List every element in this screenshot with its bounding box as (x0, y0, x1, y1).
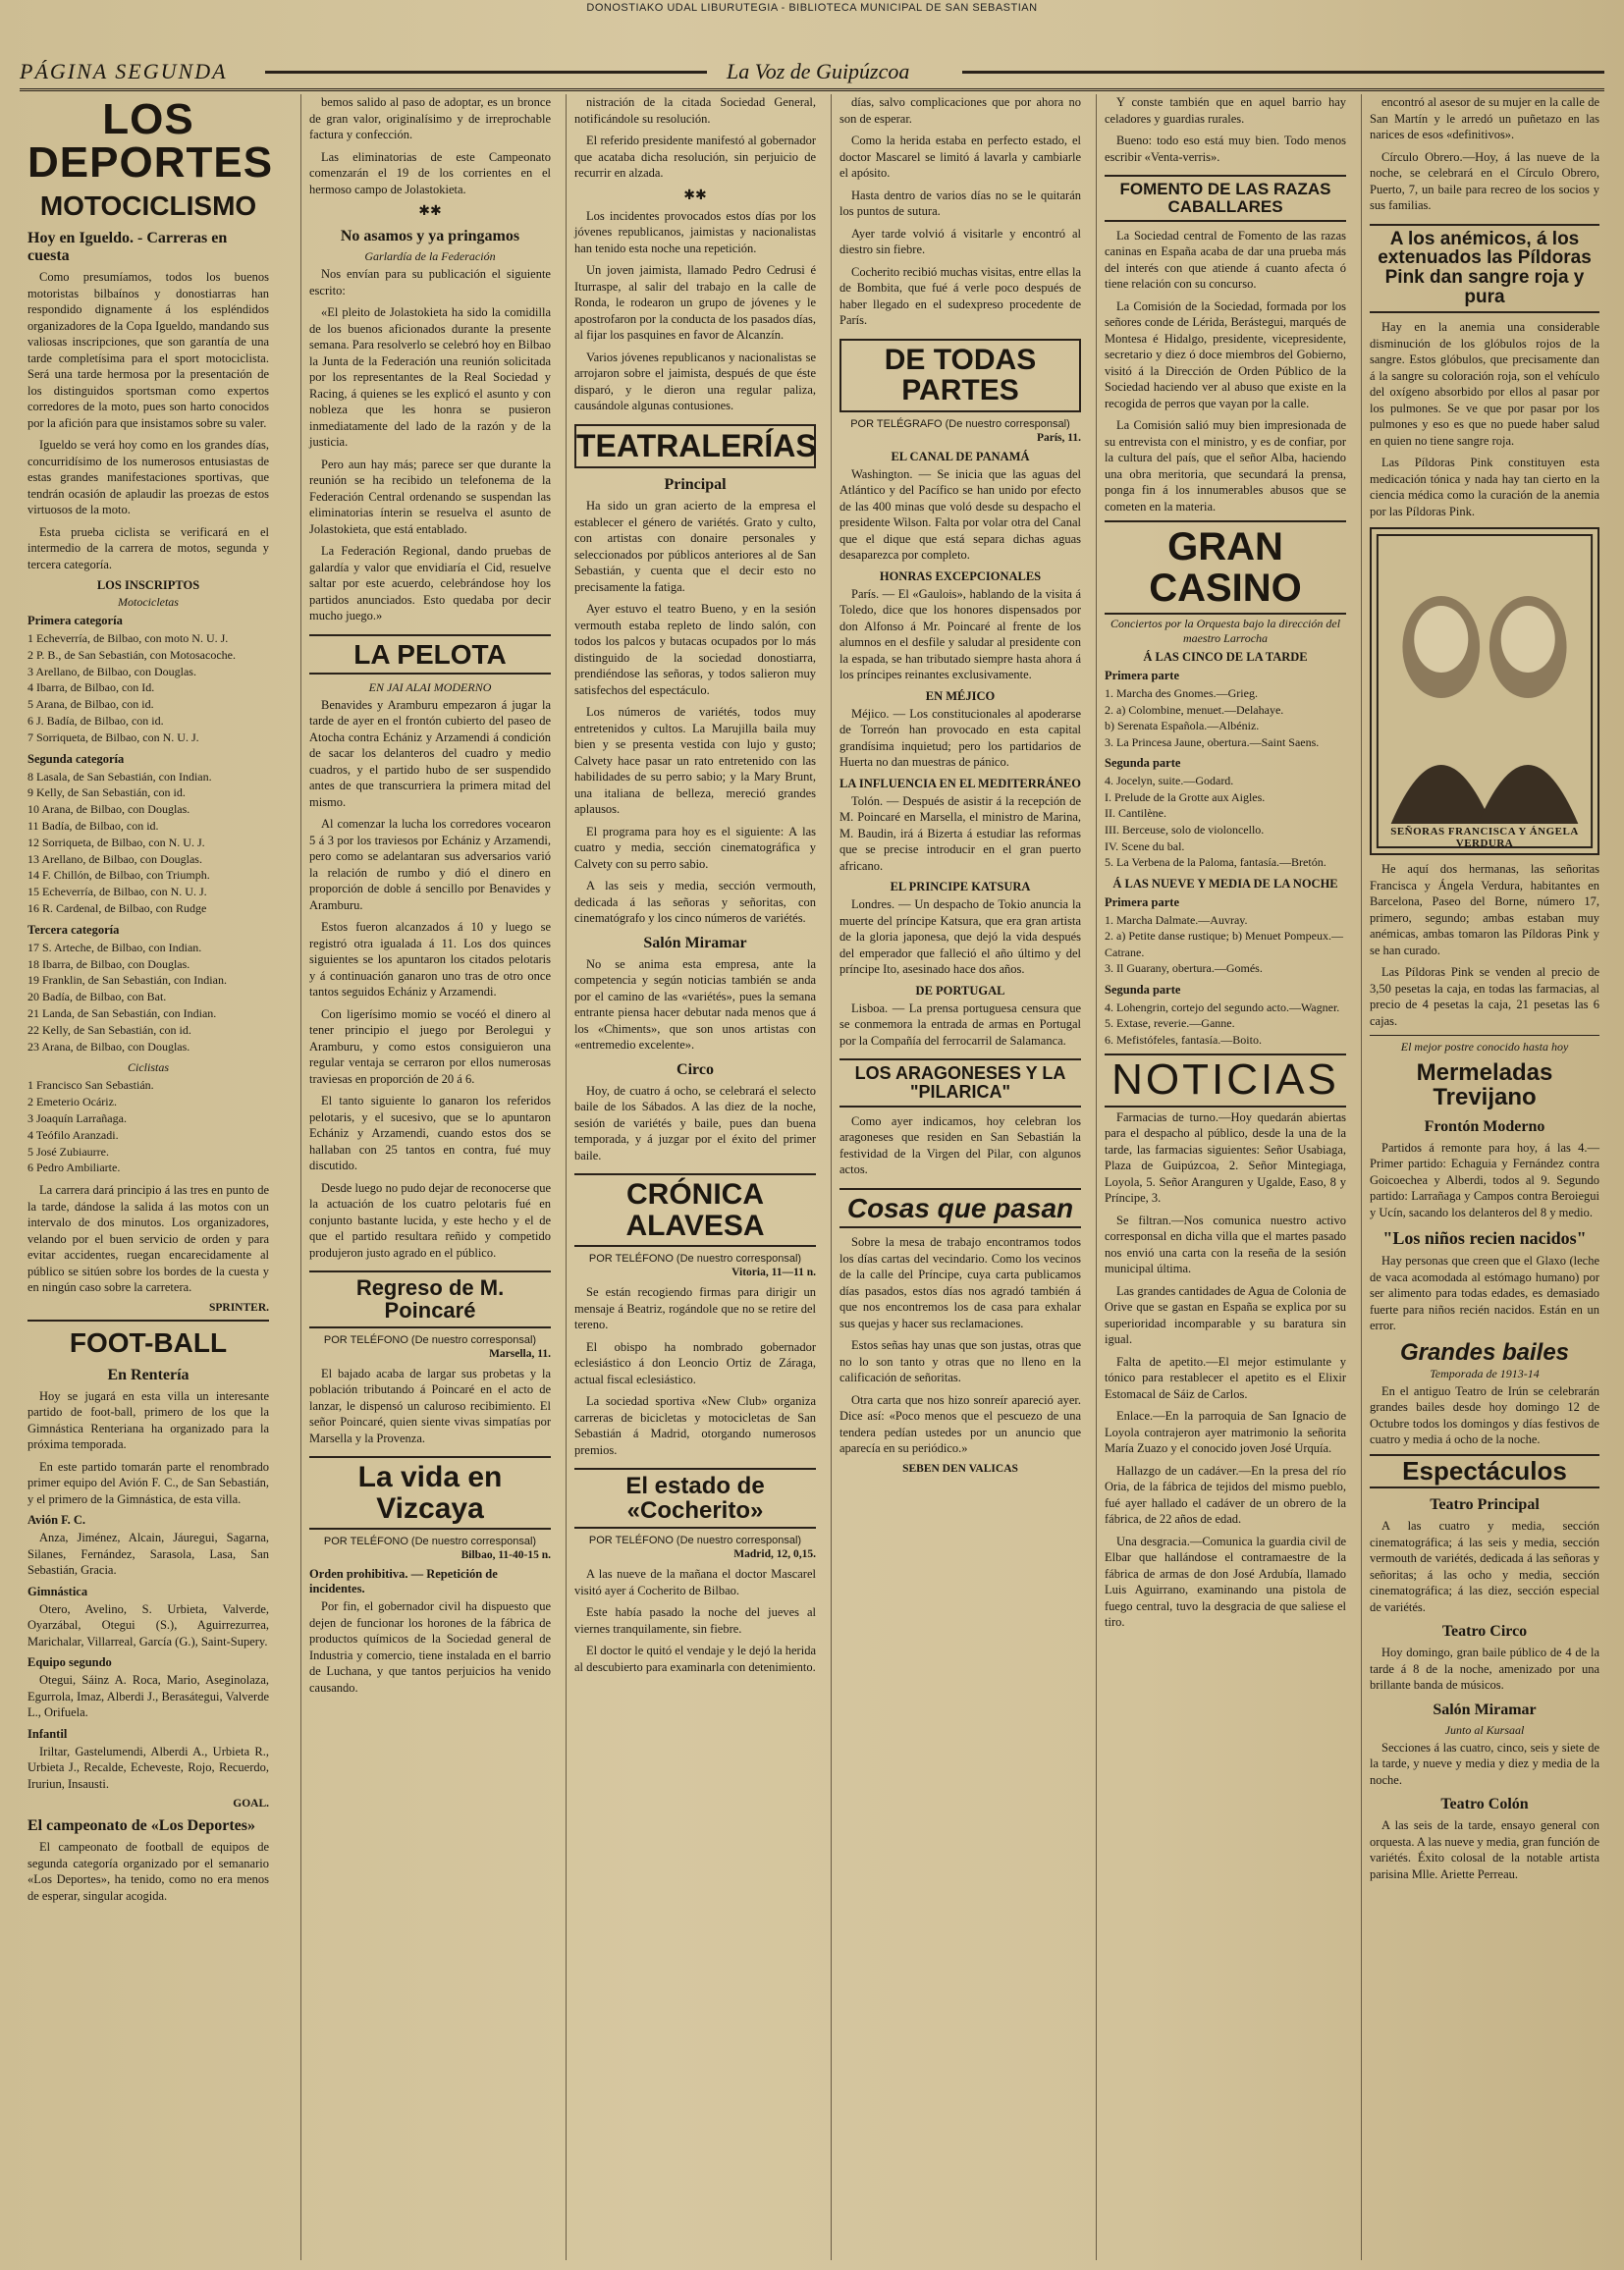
paragraph: Varios jóvenes republicanos y nacionalistas se arrojaron sobre el jaimista, después de que éste disparó, y le dieron una regular paliza, causándole algunas contusiones. (574, 350, 816, 412)
subheading: Segunda parte (1105, 756, 1181, 771)
list-item: 2. a) Petite danse rustique; b) Menuet Pompeux.—Catrane. (1105, 929, 1343, 959)
heading-pelota: LA PELOTA (309, 634, 551, 675)
masthead (20, 55, 1604, 91)
list-item: 1. Marcha Dalmate.—Auvray. (1105, 912, 1248, 927)
paragraph: Las Píldoras Pink se venden al precio de 3,50 pesetas la caja, en todas las farmacias, al precio de 4 pesetas la caja, 21 pesetas las 6 cajas. (1370, 965, 1599, 1028)
subheading-cat1: Primera categoría (27, 614, 123, 627)
paragraph: Enlace.—En la parroquia de San Ignacio de Loyola contrajeron ayer matrimonio la señorita María Zuazo y el conocido joven José Urquía. (1105, 1409, 1346, 1456)
wire-byline: POR TELÉFONO (De nuestro corresponsal) (323, 1536, 537, 1548)
paragraph: El programa para hoy es el siguiente: A las cuatro y media, sección cinematográfica y Calvety con su perro sabio. (574, 824, 816, 871)
paragraph: El tanto siguiente lo ganaron los referidos pelotaris, y el sucesivo, que se lo apuntaron Echániz y Arzamendi, cuando estos dos se hallaban con 25 tantos en contra, fué muy discutido. (309, 1094, 551, 1173)
paragraph: nistración de la citada Sociedad General, notificándole su resolución. (574, 95, 816, 126)
paragraph: Otra carta que nos hizo sonreír apareció ayer. Dice así: «Poco menos que el pescuezo de una tendera pedían ustedes por un anuncio que aparecía en su periódico.» (839, 1392, 1081, 1456)
subheading: EN MÉJICO (925, 688, 996, 703)
paragraph: Los números de variétés, todos muy entretenidos y cultos. La Marujilla baila muy bien y se presenta vestida con lujo y gusto; Calvety hace pasar un rato entretenido con las habilidades de su perro sabio; y la Mary Brunt, una italiana de belleza, mereció grandes aplausos. (574, 705, 816, 817)
list-item: IV. Scene du bal. (1105, 838, 1185, 853)
paragraph: A las seis y media, sección vermouth, dedicada á las señoras y señoritas, con cinematógrafo y los cinco números de variétés. (574, 879, 816, 926)
paragraph: Secciones á las cuatro, cinco, seis y siete de la tarde, y nueve y media y diez y media de la noche. (1370, 1740, 1599, 1787)
paragraph: La Comisión salió muy bien impresionada de su entrevista con el ministro, y es de confiar, por la cultura del país, que el señor Alba, haciendo una obra meritoria, que secundará la prensa, ponga fin á los innumerables abusos que se cometen en la materia. (1105, 418, 1346, 513)
column-2 (300, 94, 559, 2260)
subheading: HONRAS EXCEPCIONALES (879, 568, 1042, 583)
list-item: 10 Arana, de Bilbao, con Douglas. (27, 802, 190, 817)
team-lineup: Otero, Avelino, S. Urbieta, Valverde, Oyarzábal, Otegui (S.), Aguirrezurrea, Marichalar, Villarreal, García (G.), Saint-Supery. (27, 1601, 269, 1648)
paragraph: Al comenzar la lucha los corredores vocearon 5 á 3 por los traviesos por Echániz y Arzamendi, pero como se adelantaran sus adversarios varió la relación de rumbo y dió el dinero en proporción de doble á sencillo por Benavides y Aramburu. (309, 817, 551, 912)
paragraph: Como ayer indicamos, hoy celebran los aragoneses que residen en San Sebastián la festividad de la Virgen del Pilar, con algunos actos. (839, 1113, 1081, 1177)
list-item: 6. Mefistófeles, fantasía.—Boito. (1105, 1032, 1262, 1047)
dateline: Marsella, 11. (489, 1347, 551, 1360)
paragraph: El doctor le quitó el vendaje y le dejó la herida al descubierto para examinarla con detenimiento. (574, 1644, 816, 1674)
paragraph: Pero aun hay más; parece ser que durante la reunión se ha recibido un telefonema de la Federación Central ordenando se suspendan las eliminatorias ínterin se resuelva el asunto de Jolastokieta, que está entablado. (309, 457, 551, 536)
list-item: 4. Jocelyn, suite.—Godard. (1105, 774, 1234, 788)
heading-cronica-alavesa: CRÓNICA ALAVESA (574, 1173, 816, 1247)
team-name: Avión F. C. (27, 1513, 86, 1528)
list-item: 17 S. Arteche, de Bilbao, con Indian. (27, 940, 202, 954)
paragraph: Como la herida estaba en perfecto estado, el doctor Mascarel se limitó á lavarla y cambiarle el apósito. (839, 134, 1081, 180)
list-item: 4 Ibarra, de Bilbao, con Id. (27, 680, 155, 695)
subheading: Primera parte (1105, 669, 1180, 683)
paragraph: Con ligerísimo momio se vocéó el dinero al tener principio el juego por Berolegui y Aramburu, y como estos consiguieron una regular ventaja se cerraron por ellos numerosas traviesas en proporción de 20 á 6. (309, 1006, 551, 1086)
paragraph: Hay personas que creen que el Glaxo (leche de vaca acomodada al estómago humano) por ser alimento para todas edades, es demasiado fuerte para niños recién nacidos. Están en un error. (1370, 1254, 1599, 1333)
paragraph: Sobre la mesa de trabajo encontramos todos los días cartas del vecindario. Como los vecinos de la calle del Príncipe, cuya carta publicamos días pasados, estos días nos agradó también á que nos encontremos los de casa para exhalar sus quejas y hacer sus reclamaciones. (839, 1235, 1081, 1330)
subheading-motocicletas: Motocicletas (118, 595, 179, 609)
paragraph: Un joven jaimista, llamado Pedro Cedrusi é Iturraspe, al salir del trabajo en la calle de Ronda, le rodearon un grupo de jóvenes y le apostrofaron por la conducta de los pasados días, al fijar los pasquines en favor de Alcanzín. (574, 263, 816, 342)
list-cat1 (27, 630, 269, 746)
heading-grandes-bailes: Grandes bailes (1399, 1338, 1570, 1366)
paragraph: Las eliminatorias de este Campeonato comenzarán el 19 de los corrientes en el hermoso campo de Jolastokieta. (309, 149, 551, 196)
subheading: EL PRINCIPE KATSURA (890, 880, 1031, 893)
paragraph: Hoy domingo, gran baile público de 4 de la tarde á 8 de la noche, amenizado por una brillante banda de músicos. (1370, 1646, 1599, 1693)
team-name: Infantil (27, 1726, 68, 1741)
paragraph: Farmacias de turno.—Hoy quedarán abiertas para el despacho al público, desde la una de la tarde, las farmacias siguientes: Señor Usabiaga, Plaza de Guipúzcoa, 2. Señor Mintegiaga, Loyola, 5. Señor Aranguren y Ugalde, Easo, 8 y Príncipe, 3. (1105, 1109, 1346, 1206)
wire-byline: POR TELÉFONO (De nuestro corresponsal) (588, 1535, 802, 1547)
paragraph: Círculo Obrero.—Hoy, á las nueve de la noche, se celebrará en el Círculo Obrero, Puerto, 7, un baile para recreo de los socios y sus familias. (1370, 149, 1599, 212)
signature: SPRINTER. (208, 1301, 269, 1314)
paragraph: Hallazgo de un cadáver.—En la presa del río Oria, de la fábrica de tejidos del mismo pueblo, fué ayer hallado el cadáver de un obrero de la fábrica, de 22 años de edad. (1105, 1463, 1346, 1527)
paragraph: Una desgracia.—Comunica la guardia civil de Elbar que hallándose el contramaestre de la fábrica de armas de don José Ardubía, llamado Luis Aguirrano, examinando una pistola de fuego central, tuvo la desgracia de que saliese el tiro. (1105, 1534, 1346, 1630)
paragraph: «El pleito de Jolastokieta ha sido la comidilla de los buenos aficionados durante la presente semana. Para resolverlo se celebró hoy en Bilbao la Junta de la Federación una reunión solicitada por los representantes de la Real Sociedad y Racing, á quienes se les explicó el asunto y con nobleza que les honra se pusieron inmediatamente del lado de la razón y de la justicia. (309, 305, 551, 449)
list-item: 9 Kelly, de San Sebastián, con id. (27, 785, 186, 800)
heading-ninos: "Los niños recien nacidos" (1382, 1228, 1587, 1249)
list-item: 2. a) Colombine, menuet.—Delahaye. (1105, 702, 1284, 717)
paragraph: La Sociedad central de Fomento de las razas caninas en España acaba de dar una prueba más del interés con que atiende á cuanto afecta ó tiene relación con su concurso. (1105, 228, 1346, 292)
paragraph: Este había pasado la noche del jueves al viernes tranquilamente, sin fiebre. (574, 1605, 816, 1636)
heading-principal: Principal (664, 476, 727, 494)
paragraph: Ayer estuvo el teatro Bueno, y en la sesión vermouth estaba repleto de lindo salón, con todos los palcos y butacas ocupados por lo más distinguido de la sociedad donostiarra, prendiéndose las señoras, y todos salieron muy satisfechos del espectáculo. (574, 602, 816, 697)
heading-gran-casino: GRAN CASINO (1105, 520, 1346, 615)
archive-header: DONOSTIAKO UDAL LIBURUTEGIA - BIBLIOTECA MUNICIPAL DE SAN SEBASTIAN (586, 2, 1038, 14)
column-3 (566, 94, 824, 2260)
heading-asamos: No asamos y ya pringamos (340, 228, 520, 244)
section-title-deportes: LOS DEPORTES (27, 95, 274, 187)
masthead-rule-right (962, 71, 1604, 74)
paragraph: Hasta dentro de varios días no se le quitarán los puntos de sutura. (839, 188, 1081, 218)
column-1 (20, 94, 277, 2260)
heading-espectaculos: Espectáculos (1370, 1454, 1599, 1488)
paragraph: En el antiguo Teatro de Irún se celebrarán grandes bailes desde hoy domingo 12 de Octubre todos los domingos y días festivos de cuatro y media á ocho de la noche. (1370, 1383, 1599, 1447)
list-item: 6 Pedro Ambiliarte. (27, 1161, 121, 1175)
heading-teatro-principal: Teatro Principal (1430, 1496, 1540, 1514)
program-list (1105, 912, 1346, 977)
paragraph: Hay en la anemia una considerable disminución de los glóbulos rojos de la sangre. Estos glóbulos, que precisamente dan á la sangre su coloración roja, son el vehículo del oxígeno absorbido por ellos al pasar por los pulmones. Se ve que por pasar por los pulmones y eso es que no puede haber salud en quien no tiene sangre roja. (1370, 320, 1599, 448)
wire-byline: POR TELÉGRAFO (De nuestro corresponsal) (850, 417, 1070, 430)
heading-noticias: NOTICIAS (1105, 1054, 1346, 1107)
heading-de-todas-partes: DE TODAS PARTES (839, 339, 1081, 412)
program-list (1105, 773, 1346, 870)
subheading-cat3: Tercera categoría (27, 922, 120, 937)
heading-mermeladas: Mermeladas Trevijano (1416, 1059, 1553, 1111)
separator: ✱✱ (418, 204, 442, 219)
list-item: 1. Marcha des Gnomes.—Grieg. (1105, 686, 1258, 701)
list-item: 6 J. Badía, de Bilbao, con id. (27, 713, 164, 728)
paragraph: bemos salido al paso de adoptar, es un bronce de gran valor, originalísimo y de irreprochable factura y confección. (309, 95, 551, 141)
paragraph: encontró al asesor de su mujer en la calle de San Martín y le arredó un puñetazo en las narices de esos «definitivos». (1370, 95, 1599, 141)
paragraph: Ayer tarde volvió á visitarle y encontró al diestro sin fiebre. (839, 226, 1081, 256)
heading-teatro-colon: Teatro Colón (1440, 1796, 1529, 1813)
paragraph: La sociedad sportiva «New Club» organiza carreras de bicicletas y motocicletas de San Sebastián á Madrid, otorgando numerosos premios. (574, 1394, 816, 1457)
paragraph: Se están recogiendo firmas para dirigir un mensaje á Beatriz, rogándole que no se retire del tereno. (574, 1285, 816, 1332)
paragraph: Estos fueron alcanzados á 10 y luego se registró otra igualada á 11. Los dos quinces siguientes se los apuntaron los citados pelotaris y á continuación ganaron uno tras de otro once tantos seguidos Echániz y Arzamendi. (309, 920, 551, 1000)
list-item: 20 Badía, de Bilbao, con Bat. (27, 990, 167, 1004)
heading-motociclismo: MOTOCICLISMO (39, 190, 257, 221)
portrait-illustration (1370, 527, 1599, 855)
masthead-rule-left (265, 71, 707, 74)
signature: SEBEN DEN VALICAS (902, 1462, 1018, 1475)
paragraph: El campeonato de football de equipos de segunda categoría organizado por el semanario «Los Deportes», ha tenido, como no era menos de esperar, singular acogida. (27, 1840, 269, 1903)
heading-circo: Circo (677, 1060, 714, 1078)
paragraph: Bueno: todo eso está muy bien. Todo menos escribir «Venta-verris». (1105, 134, 1346, 164)
list-item: 18 Ibarra, de Bilbao, con Douglas. (27, 956, 190, 971)
list-item: 15 Echeverría, de Bilbao, con N. U. J. (27, 885, 207, 899)
list-item: 21 Landa, de San Sebastián, con Indian. (27, 1005, 217, 1020)
paragraph: Las Píldoras Pink constituyen esta medicación tónica y nada hay tan cierto en la ciencia médica como la curación de la anemia por las Píldoras Pink. (1370, 456, 1599, 518)
list-item: 1 Francisco San Sebastián. (27, 1078, 154, 1093)
list-item: 12 Sorriqueta, de Bilbao, con N. U. J. (27, 835, 205, 849)
paragraph: A las cuatro y media, sección cinematográfica; á las seis y media, sección vermouth de variétés, dedicada á las señoras y señoritas; á las ocho y media, sección cinematográfica; á las diez, sección especial de variétés. (1370, 1519, 1599, 1614)
paragraph: Hoy, de cuatro á ocho, se celebrará el selecto baile de los Sábados. A las diez de la noche, sesión de variétés y baile, pues dan buena temporada, y á juzgar por el éxito del primer baile. (574, 1083, 816, 1162)
heading-teatro-circo: Teatro Circo (1441, 1623, 1528, 1641)
paragraph: Se filtran.—Nos comunica nuestro activo corresponsal en dicha villa que el martes pasado nos envió una carta con la reseña de la sesión municipal última. (1105, 1213, 1346, 1276)
list-item: 19 Franklin, de San Sebastián, con Indian. (27, 973, 227, 988)
list-item: 13 Arellano, de Bilbao, con Douglas. (27, 851, 202, 866)
paragraph: Méjico. — Los constitucionales al apoderarse de Torreón han provocado en esta capital grandísima inquietud; pero los partidarios de Huerta no dan muestras de pánico. (839, 706, 1081, 769)
subheading: Segunda parte (1105, 982, 1181, 997)
subheading: Á LAS NUEVE Y MEDIA DE LA NOCHE (1112, 876, 1338, 891)
heading-anemicos: A los anémicos, á los extenuados las Píldoras Pink dan sangre roja y pura (1370, 224, 1599, 314)
list-item: 2 P. B., de San Sebastián, con Motosacoche. (27, 647, 236, 662)
subheading: EL CANAL DE PANAMÁ (891, 449, 1030, 463)
paragraph: Nos envían para su publicación el siguiente escrito: (309, 267, 551, 297)
list-item: 23 Arana, de Bilbao, con Douglas. (27, 1039, 190, 1054)
paragraph: Cocherito recibió muchas visitas, entre ellas la de Bombita, que fué á verle poco después de haber llegado en el sudexpreso procedente de París. (839, 264, 1081, 327)
paragraph: Desde luego no pudo dejar de reconocerse que la actuación de los cuatro pelotaris fué en conjunto bastante lucida, y este hecho y el de que el partido resultara reñido y competido produjeron justo agrado en el público. (309, 1180, 551, 1260)
paragraph: En este partido tomarán parte el renombrado primer equipo del Avión F. C., de San Sebastián, y el primero de la Gimnástica, de esta villa. (27, 1459, 269, 1506)
subheading: DE PORTUGAL (915, 983, 1005, 998)
heading-campeonato: El campeonato de «Los Deportes» (27, 1817, 255, 1835)
paragraph: Partidos á remonte para hoy, á las 4.—Primer partido: Echaguia y Fernández contra Goicoechea y Alberdi, todos al 9. Segundo partido: Larrañaga y Campos contra Beroiegui y Ucín, sacando los delanteros del 8 y medio. (1370, 1140, 1599, 1219)
list-item: 7 Sorriqueta, de Bilbao, con N. U. J. (27, 730, 199, 744)
dateline: París, 11. (1036, 431, 1081, 444)
list-item: 11 Badía, de Bilbao, con id. (27, 818, 159, 833)
subheading: Orden prohibitiva. — Repetición de incidentes. (309, 1567, 498, 1596)
portrait-caption: SEÑORAS FRANCISCA Y ÁNGELA VERDURA (1390, 826, 1579, 850)
paragraph: Ha sido un gran acierto de la empresa el establecer el género de variétés. Grato y culto, con artistas con donaire personales y seleccionados por públicos anteriores al de San Sebastián, y cuenta que el decir esto no precisamente la fatiga. (574, 499, 816, 594)
heading-aragoneses: LOS ARAGONESES Y LA "PILARICA" (839, 1058, 1081, 1108)
paragraph: La Federación Regional, dando pruebas de galardía y valor que envidiaría el Cid, resuelve saltar por este acuerdo, celebrándose hoy los partidos anunciados. Esto quedaba por decir mucho juego.» (309, 544, 551, 622)
subheading: Primera parte (1105, 894, 1180, 909)
program-list (1105, 685, 1346, 750)
paragraph: Esta prueba ciclista se verificará en el intermedio de la carrera de motos, segunda y tercera categoría. (27, 524, 269, 571)
team-lineup: Iriltar, Gastelumendi, Alberdi A., Urbieta R., Urbieta J., Recalde, Echeveste, Rojo, Recuerdo, Iruriun, Insausti. (27, 1744, 269, 1791)
paragraph: Lisboa. — La prensa portuguesa censura que se conmemora la entrada de armas en Portugal por la Compañía del ferrocarril de Salamanca. (839, 1000, 1081, 1048)
heading-cocherito: El estado de «Cocherito» (574, 1468, 816, 1529)
paragraph: Estos señas hay unas que son justas, otras que no lo son tanto y otras que no lleno en la calificación de señoritas. (839, 1338, 1081, 1385)
wire-byline: POR TELÉFONO (De nuestro corresponsal) (323, 1333, 537, 1346)
heading-cosas-que-pasan: Cosas que pasan (839, 1188, 1081, 1228)
list-item: 3 Joaquín Larrañaga. (27, 1110, 127, 1125)
subheading-ciclistas: Ciclistas (127, 1060, 169, 1075)
paragraph: A las seis de la tarde, ensayo general con orquesta. A las nueve y media, gran función de variétés. Éxito colosal de la notable artista parisina Mlle. Ariette Perreau. (1370, 1818, 1599, 1881)
heading-salon-miramar: Salón Miramar (1433, 1701, 1537, 1718)
heading-renteria: En Rentería (107, 1366, 189, 1383)
subheading: LA INFLUENCIA EN EL MEDITERRÁNEO (839, 776, 1081, 790)
paragraph: Londres. — Un despacho de Tokio anuncia la muerte del príncipe Katsura, que era gran artista de la gloria japonesa, que dejó la vida después del emperador que falleció el año último y del príncipe Ito, asesinado hace dos años. (839, 897, 1081, 976)
subheading: Á LAS CINCO DE LA TARDE (1143, 650, 1308, 665)
paragraph: Benavides y Aramburu empezaron á jugar la tarde de ayer en el frontón cubierto del paseo de Atocha contra Echániz y Arzamendi á condición de sacar los delanteros del cuadro y medio cuadros, y el partido hubo de ser suspendido antes de que transcurriera la primera mitad del mismo. (309, 697, 551, 809)
list-item: 5 Arana, de Bilbao, con id. (27, 697, 154, 712)
newspaper-title: La Voz de Guipúzcoa (727, 59, 910, 83)
paragraph: Washington. — Se inicia que las aguas del Atlántico y del Pacífico se han unido por efecto de las 400 minas que voló desde su despacho el presidente Wilson. Falta por volar otra del Canal que el dique que está separa dichas aguas desaparezca por completo. (839, 466, 1081, 562)
paragraph: No se anima esta empresa, ante la competencia y según noticias también se anda por el camino de las «variétés», pues la semana entrante piensa hacer debutar nada menos que á los «Chiments», que son unos artistas con «entremedio excelente». (574, 956, 816, 1053)
paragraph: Por fin, el gobernador civil ha dispuesto que dejen de funcionar los horones de la fábrica de productos químicos de la Sociedad general de Industria y comercio, tiene instalada en el barrio de Luchana, y que tantos perjuicios ha venido causando. (309, 1599, 551, 1695)
signature: GOAL. (233, 1798, 269, 1811)
portrait-drawing (1372, 529, 1597, 853)
list-item: 4. Lohengrin, cortejo del segundo acto.—Wagner. (1105, 1000, 1340, 1014)
paragraph: A las nueve de la mañana el doctor Mascarel visitó ayer á Cocherito de Bilbao. (574, 1567, 816, 1597)
list-item: II. Cantilène. (1105, 806, 1166, 821)
paragraph: El bajado acaba de largar sus probetas y la población tributando á Poincaré en el acto de lanzar, le dispensó un caluroso recibimiento. El señor Poincaré, quien siente vivas simpatías por Marsella y la Provenza. (309, 1366, 551, 1445)
list-item: b) Serenata Española.—Albéniz. (1105, 719, 1260, 733)
team-name: Gimnástica (27, 1584, 88, 1598)
paragraph: Igueldo se verá hoy como en los grandes días, concurridísimo de los numerosos entusiastas de estas grandes manifestaciones sportivas, que tendrán ocasión de aplaudir las proezas de estos virtuosos de la moto. (27, 438, 269, 516)
paragraph: Y conste también que en aquel barrio hay celadores y guardias rurales. (1105, 95, 1346, 126)
list-cat2 (27, 769, 269, 917)
list-item: 3. La Princesa Jaune, obertura.—Saint Saens. (1105, 734, 1320, 749)
column-5 (1096, 94, 1354, 2260)
list-item: 5. Extase, reverie.—Ganne. (1105, 1016, 1235, 1031)
team-lineup: Anza, Jiménez, Alcain, Jáuregui, Sagarna, Silanes, Fernández, Sarasola, Lasa, San Sebastián, Gracia. (27, 1531, 269, 1578)
dateline: Vitoria, 11—11 n. (731, 1267, 816, 1279)
subheading: El mejor postre conocido hasta hoy (1370, 1035, 1599, 1054)
paragraph: Como presumíamos, todos los buenos motoristas bilbaínos y donostiarras han respondido dignamente á los espléndidos organizadores de la Copa Igueldo, mandando sus valiosas inscripciones, que son garantía de una tarde completísima para el sport motociclista. Será una tarde hermosa por la presentación de los distinguidos sportsman como expertos corredores de la moto, pues son harto conocidos por la afición para que insistamos sobre su valer. (27, 270, 269, 430)
subheading-cat2: Segunda categoría (27, 751, 125, 766)
subheading-federacion: Garlardía de la Federación (364, 249, 496, 263)
list-item: III. Berceuse, solo de violoncello. (1105, 823, 1265, 838)
dateline: Bilbao, 11-40-15 n. (460, 1549, 551, 1562)
list-item: 8 Lasala, de San Sebastián, con Indian. (27, 769, 212, 784)
paragraph: La carrera dará principio á las tres en punto de la tarde, dándose la salida á las motos con un intervalo de dos minutos. Los organizadores, velando por el buen servicio de orden y para evitar accidentes, ruegan encarecidamente al público se sitúen sobre los bordes de la cuesta y en ningún caso sobre la carretera. (27, 1183, 269, 1295)
list-item: 1 Echeverría, de Bilbao, con moto N. U. J. (27, 631, 229, 645)
list-item: 3 Arellano, de Bilbao, con Douglas. (27, 664, 196, 678)
column-4 (831, 94, 1089, 2260)
paragraph: Falta de apetito.—El mejor estimulante y tónico para restablecer el apetito es el Elixir Estomacal de Sáiz de Carlos. (1105, 1354, 1346, 1401)
heading-vizcaya: La vida en Vizcaya (309, 1456, 551, 1530)
paragraph: He aquí dos hermanas, las señoritas Francisca y Ángela Verdura, habitantes en Barcelona, Paseo del Borne, número 17, primero, segundo; ambas estaban muy anémicas, ambas tomaron las Píldoras Pink y se han curado. (1370, 862, 1599, 957)
heading-fomento: FOMENTO DE LAS RAZAS CABALLARES (1105, 175, 1346, 222)
subheading: Junto al Kursaal (1444, 1722, 1525, 1737)
paragraph: La Comisión de la Sociedad, formada por los señores conde de Lérida, Berástegui, marqués de Montesa é Hidalgo, presidente, vicepresidente, secretario y diez ó doce miembros del Gobierno, visitó á la Dirección de Orden Público de la Sociedad haciendo ver al abuso que existe en la recogida de perros que vayan por la calle. (1105, 298, 1346, 410)
heading-inscriptos: LOS INSCRIPTOS (96, 578, 200, 592)
subheading-jai-alai: EN JAI ALAI MODERNO (368, 679, 492, 694)
paragraph: días, salvo complicaciones que por ahora no son de esperar. (839, 95, 1081, 126)
heading-salon-miramar: Salón Miramar (643, 934, 747, 951)
column-6 (1361, 94, 1607, 2260)
list-item: 22 Kelly, de San Sebastián, con id. (27, 1022, 191, 1037)
subheading: Conciertos por la Orquesta bajo la dirección del maestro Larrocha (1110, 617, 1341, 646)
page-number: PÁGINA SEGUNDA (20, 59, 228, 83)
heading-teatralerias: TEATRALERÍAS (574, 424, 816, 469)
program-list (1105, 1000, 1346, 1049)
heading-football: FOOT-BALL (27, 1320, 269, 1359)
list-item: 14 F. Chillón, de Bilbao, con Triumph. (27, 868, 210, 883)
paragraph: El obispo ha nombrado gobernador eclesiástico á don Leoncio Ortiz de Záraga, actual fiscal eclesiástico. (574, 1339, 816, 1386)
list-item: I. Prelude de la Grotte aux Aigles. (1105, 789, 1266, 804)
list-item: 5. La Verbena de la Paloma, fantasía.—Bretón. (1105, 855, 1326, 870)
dateline: Madrid, 12, 0,15. (733, 1548, 816, 1561)
heading-fronton-moderno: Frontón Moderno (1424, 1117, 1545, 1135)
heading-poincare: Regreso de M. Poincaré (309, 1270, 551, 1327)
list-item: 4 Teófilo Aranzadi. (27, 1127, 119, 1142)
paragraph: Los incidentes provocados estos días por los jóvenes republicanos, jaimistas y nacionalistas han tenido esta noche una repetición. (574, 208, 816, 255)
wire-byline: POR TELÉFONO (De nuestro corresponsal) (588, 1253, 802, 1266)
paragraph: París. — El «Gaulois», hablando de la visita á Toledo, dice que los honores dispensados por don Alfonso á Mr. Poincaré al frente de los alumnos en el desfile y saludar al presidente con la espada, se han tributado siempre hasta ahora á los príncipes reinantes exclusivamente. (839, 586, 1081, 681)
paragraph: Tolón. — Después de asistir á la recepción de M. Poincaré en Marsella, el ministro de Marina, M. Baudin, irá á Bizerta á estudiar las reformas que se precise introducir en el gran puerto africano. (839, 793, 1081, 873)
list-item: 3. Il Guarany, obertura.—Gomés. (1105, 961, 1263, 976)
heading-igueldo: Hoy en Igueldo. - Carreras en cuesta (27, 230, 228, 264)
list-item: 16 R. Cardenal, de Bilbao, con Rudge (27, 900, 207, 915)
list-ciclistas (27, 1077, 269, 1176)
list-item: 2 Emeterio Ocáriz. (27, 1095, 117, 1109)
paragraph: Las grandes cantidades de Agua de Colonia de Orive que se gastan en España se explica por su superioridad incomparable y su baratura sin igual. (1105, 1283, 1346, 1347)
list-cat3 (27, 940, 269, 1055)
list-item: 5 José Zubiaurre. (27, 1144, 109, 1159)
team-lineup: Otegui, Sáinz A. Roca, Mario, Aseginolaza, Egurrola, Imaz, Alberdi J., Berasátegui, Valverde L., Orifuela. (27, 1673, 269, 1720)
paragraph: Hoy se jugará en esta villa un interesante partido de foot-ball, primero de los que la Gimnástica Renteriana ha organizado para la próxima temporada. (27, 1388, 269, 1452)
subheading: Temporada de 1913-14 (1430, 1366, 1540, 1380)
paragraph: El referido presidente manifestó al gobernador que acataba dicha resolución, sin perjuicio de recurrir en alzada. (574, 134, 816, 180)
separator: ✱✱ (683, 188, 707, 203)
team-name: Equipo segundo (27, 1655, 112, 1670)
